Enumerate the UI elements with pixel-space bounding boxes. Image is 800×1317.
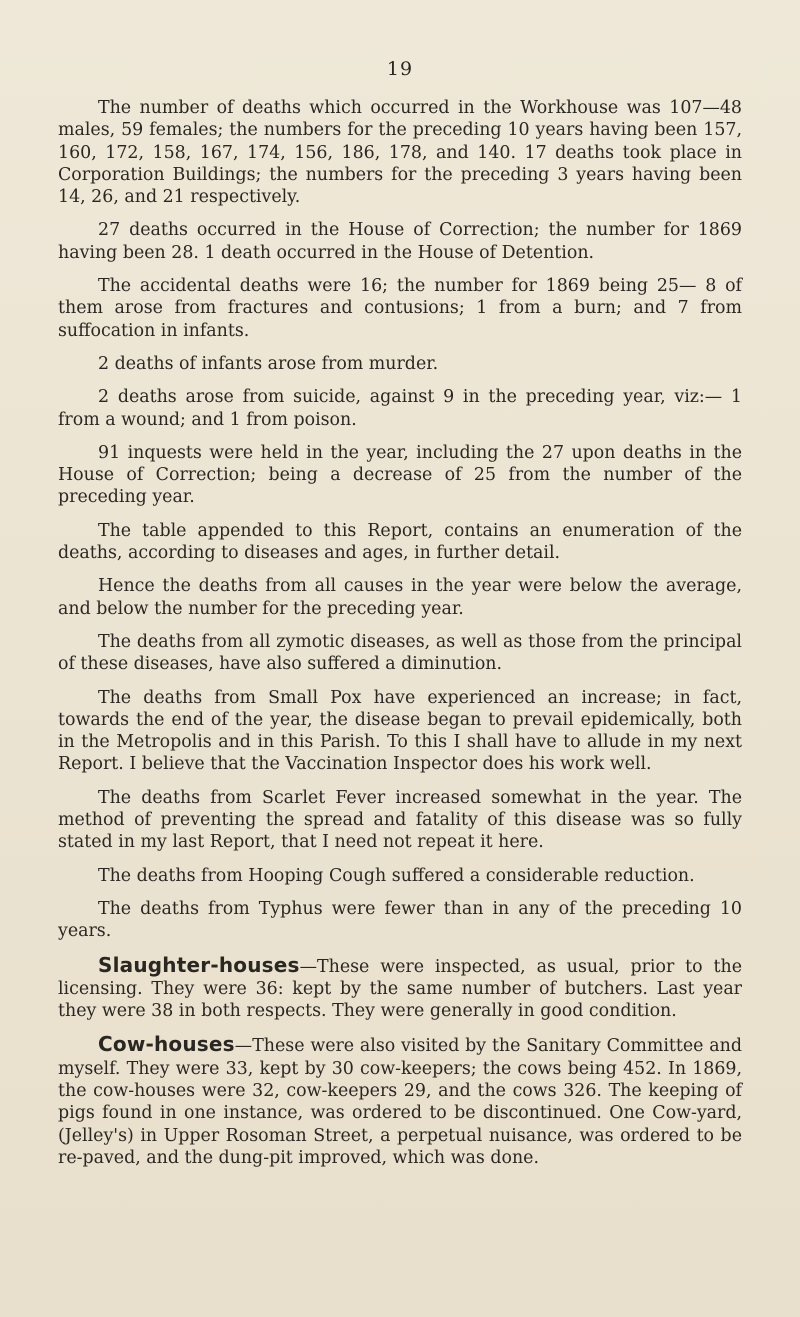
paragraph-house-of-correction: 27 deaths occurred in the House of Correction; the number for 1869 having been 28. 1 death occurred in the House of Detention. — [58, 220, 742, 263]
section-body-cow-houses: —These were also visited by the Sanitary Committee and myself. They were 33, kept by 30 cow-keepers; the cows being 452. In 1869, the cow-houses were 32, cow-keepers 29, and the cows 326. The keeping of pigs found in one instance, was ordered to be discontinued. One Cow-yard, (Jelley's) in Upper Rosoman Street, a perpetual nuisance, was ordered to be re-paved, and the dung-pit improved, which was done. — [58, 1036, 742, 1168]
paragraph-suicide: 2 deaths arose from suicide, against 9 in the preceding year, viz:— 1 from a wound; and 1 from poison. — [58, 387, 742, 430]
paragraph-small-pox: The deaths from Small Pox have experienced an increase; in fact, towards the end of the year, the disease began to prevail epidemically, both in the Metropolis and in this Parish. To this I shall have to allude in my next Report. I believe that the Vaccination Inspector does his work well. — [58, 687, 742, 775]
section-cow-houses — [58, 1033, 742, 1169]
paragraph-typhus: The deaths from Typhus were fewer than in any of the preceding 10 years. — [58, 898, 742, 942]
paragraph-inquests: 91 inquests were held in the year, including the 27 upon deaths in the House of Correction; being a decrease of 25 from the number of the preceding year. — [58, 442, 742, 508]
paragraph-hooping-cough: The deaths from Hooping Cough suffered a considerable reduction. — [98, 865, 695, 886]
paragraph-murder: 2 deaths of infants arose from murder. — [98, 353, 439, 374]
paragraph-accidental-deaths: The accidental deaths were 16; the number for 1869 being 25— 8 of them arose from fractures and contusions; 1 from a burn; and 7 from suffocation in infants. — [58, 276, 742, 341]
paragraph-table-appended: The table appended to this Report, contains an enumeration of the deaths, according to diseases and ages, in further detail. — [58, 520, 742, 564]
paragraph-workhouse-deaths: The number of deaths which occurred in the Workhouse was 107—48 males, 59 females; the numbers for the preceding 10 years having been 157, 160, 172, 158, 167, 174, 156, 186, 178, and 140. 17 deaths took place in Corporation Buildings; the numbers for the preceding 3 years having been 14, 26, and 21 respectively. — [58, 98, 742, 208]
section-slaughter-houses — [58, 954, 742, 1023]
section-body-slaughter-houses: —These were inspected, as usual, prior to the licensing. They were 36: kept by the same number of butchers. Last year they were 38 in both respects. They were generally in good condition. — [58, 956, 742, 1022]
section-heading-slaughter-houses: Slaughter-houses — [98, 952, 300, 977]
paragraph-zymotic: The deaths from all zymotic diseases, as well as those from the principal of these diseases, have also suffered a diminution. — [58, 631, 742, 675]
paragraph-scarlet-fever: The deaths from Scarlet Fever increased somewhat in the year. The method of preventing the spread and fatality of this disease was so fully stated in my last Report, that I need not repeat it here. — [58, 787, 742, 853]
body-text — [58, 97, 742, 1180]
section-heading-cow-houses: Cow-houses — [98, 1032, 235, 1057]
paragraph-all-causes: Hence the deaths from all causes in the year were below the average, and below the number for the preceding year. — [58, 576, 742, 619]
page-number: 19 — [386, 58, 414, 80]
